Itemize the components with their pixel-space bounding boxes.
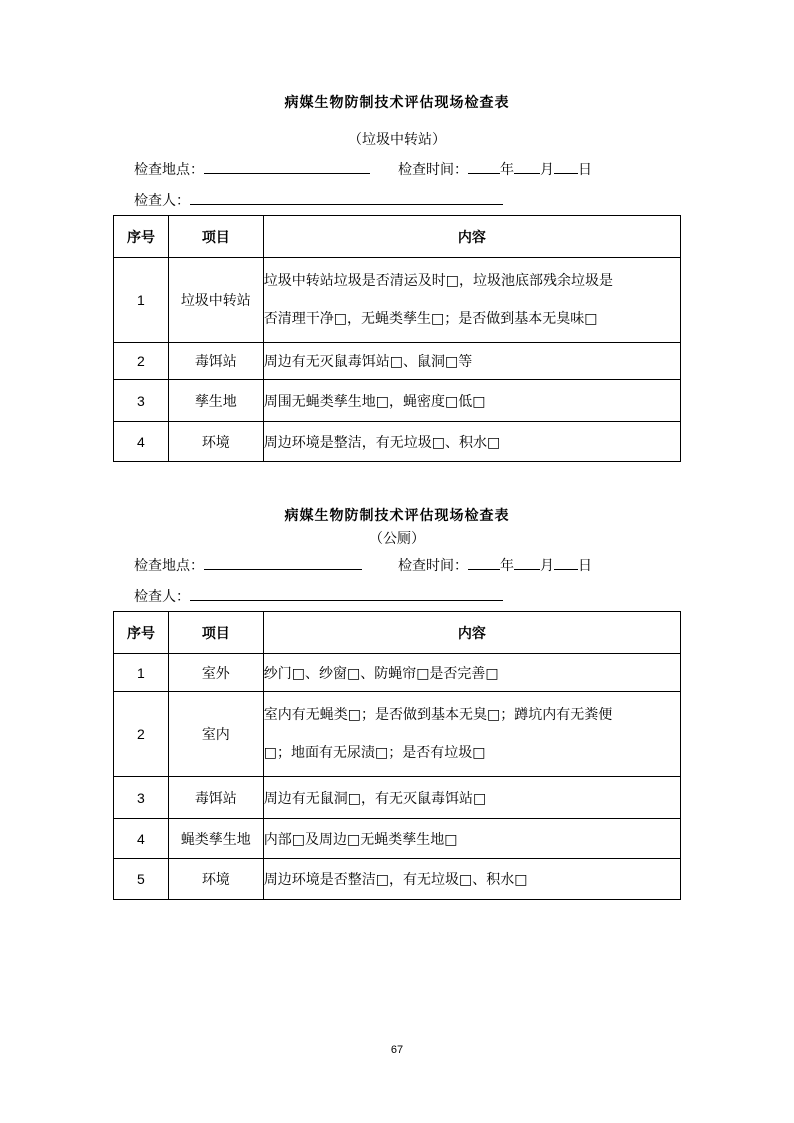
inspector-line: [134, 190, 503, 210]
table-row: [114, 380, 681, 422]
inspector-label: 检查人：: [134, 589, 190, 605]
row-content: [263, 258, 680, 343]
inspector-blank[interactable]: [190, 190, 503, 205]
inspector-line: [134, 586, 503, 606]
row-content: 周边有无灭鼠毒饵站□、鼠洞□等: [263, 343, 680, 380]
checklist-table-transfer-station: [113, 215, 681, 462]
form-title-transfer-station: 病媒生物防制技术评估现场检查表: [284, 95, 510, 111]
row-item: 毒饵站: [168, 777, 263, 819]
time-label: 检查时间：: [398, 162, 468, 178]
inspector-blank[interactable]: [190, 586, 503, 601]
page-number: 67: [390, 1044, 404, 1056]
row-item: 室外: [168, 654, 263, 692]
table-row: [114, 819, 681, 859]
row-item: 环境: [168, 422, 263, 462]
year-label: 年: [500, 558, 514, 574]
table-header-row: [114, 612, 681, 654]
day-label: 日: [578, 162, 592, 178]
location-blank[interactable]: [204, 159, 370, 174]
row-item: 环境: [168, 859, 263, 900]
location-line: [134, 159, 370, 179]
header-content: 内容: [263, 612, 680, 654]
day-label: 日: [578, 558, 592, 574]
row-no: 3: [114, 777, 169, 819]
inspector-label: 检查人：: [134, 193, 190, 209]
day-blank[interactable]: [554, 159, 578, 174]
table-header-row: [114, 216, 681, 258]
row-content: 周边有无鼠洞□，有无灭鼠毒饵站□: [263, 777, 680, 819]
row-no: 1: [114, 654, 169, 692]
header-no: 序号: [114, 612, 169, 654]
table-row: [114, 777, 681, 819]
header-item: 项目: [168, 612, 263, 654]
location-line: [134, 555, 362, 575]
table-row: [114, 422, 681, 462]
checklist-table-public-toilet: [113, 611, 681, 900]
table-row: [114, 343, 681, 380]
row-no: 2: [114, 343, 169, 380]
row-item: 孳生地: [168, 380, 263, 422]
location-label: 检查地点：: [134, 162, 204, 178]
header-content: 内容: [263, 216, 680, 258]
table-row: [114, 654, 681, 692]
row-no: 5: [114, 859, 169, 900]
form-subtitle-transfer-station: （垃圾中转站）: [348, 132, 446, 148]
row-content: 周边环境是否整洁□，有无垃圾□、积水□: [263, 859, 680, 900]
month-label: 月: [540, 558, 554, 574]
month-label: 月: [540, 162, 554, 178]
row-item: 蝇类孳生地: [168, 819, 263, 859]
table-row: [114, 258, 681, 343]
row-content-line: 垃圾中转站垃圾是否清运及时□，垃圾池底部残余垃圾是: [263, 273, 613, 289]
row-content-line: □；地面有无尿渍□；是否有垃圾□: [263, 745, 486, 761]
row-content: 纱门□、纱窗□、防蝇帘□是否完善□: [263, 654, 680, 692]
row-content: 周边环境是整洁，有无垃圾□、积水□: [263, 422, 680, 462]
row-no: 2: [114, 692, 169, 777]
row-content-line: 否清理干净□，无蝇类孳生□；是否做到基本无臭味□: [263, 311, 598, 327]
form-title-public-toilet: 病媒生物防制技术评估现场检查表: [284, 508, 510, 524]
location-blank[interactable]: [204, 555, 362, 570]
row-no: 3: [114, 380, 169, 422]
row-content: 内部□及周边□无蝇类孳生地□: [263, 819, 680, 859]
time-label: 检查时间：: [398, 558, 468, 574]
time-line: [398, 555, 592, 575]
time-line: [398, 159, 592, 179]
row-no: 4: [114, 422, 169, 462]
row-item: 垃圾中转站: [168, 258, 263, 343]
table-row: [114, 859, 681, 900]
row-content-line: 室内有无蝇类□；是否做到基本无臭□；蹲坑内有无粪便: [263, 707, 613, 723]
year-label: 年: [500, 162, 514, 178]
row-no: 1: [114, 258, 169, 343]
table-row: [114, 692, 681, 777]
header-item: 项目: [168, 216, 263, 258]
form-subtitle-public-toilet: （公厕）: [369, 531, 425, 547]
day-blank[interactable]: [554, 555, 578, 570]
header-no: 序号: [114, 216, 169, 258]
year-blank[interactable]: [468, 159, 500, 174]
month-blank[interactable]: [514, 555, 540, 570]
location-label: 检查地点：: [134, 558, 204, 574]
row-item: 室内: [168, 692, 263, 777]
month-blank[interactable]: [514, 159, 540, 174]
row-content: [263, 692, 680, 777]
row-no: 4: [114, 819, 169, 859]
row-item: 毒饵站: [168, 343, 263, 380]
year-blank[interactable]: [468, 555, 500, 570]
row-content: 周围无蝇类孳生地□，蝇密度□低□: [263, 380, 680, 422]
